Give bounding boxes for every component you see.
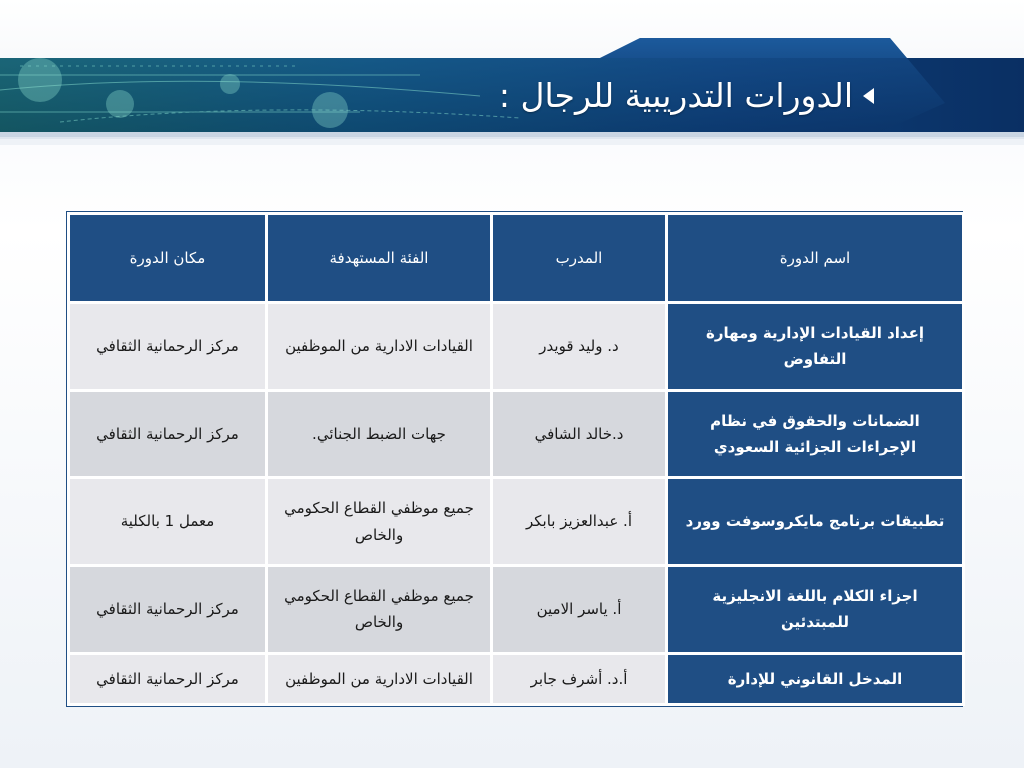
location-cell: مركز الرحمانية الثقافي — [69, 653, 267, 704]
triangle-bullet-icon — [863, 88, 874, 104]
audience-cell: جميع موظفي القطاع الحكومي والخاص — [267, 478, 492, 566]
trainer-cell: د.خالد الشافي — [492, 390, 667, 478]
location-cell: مركز الرحمانية الثقافي — [69, 565, 267, 653]
course-name-cell: الضمانات والحقوق في نظام الإجراءات الجزائية السعودي — [667, 390, 964, 478]
course-name-cell: إعداد القيادات الإدارية ومهارة التفاوض — [667, 303, 964, 391]
courses-table — [66, 211, 963, 707]
audience-cell: القيادات الادارية من الموظفين — [267, 653, 492, 704]
trainer-cell: د. وليد قويدر — [492, 303, 667, 391]
audience-cell: القيادات الادارية من الموظفين — [267, 303, 492, 391]
slide-title — [499, 76, 874, 115]
header-location: مكان الدورة — [69, 214, 267, 303]
trainer-cell: أ. ياسر الامين — [492, 565, 667, 653]
header-banner — [0, 0, 1024, 145]
table-row — [69, 653, 964, 704]
table-header-row — [69, 214, 964, 303]
header-target-audience: الفئة المستهدفة — [267, 214, 492, 303]
header-trainer: المدرب — [492, 214, 667, 303]
trainer-cell: أ.د. أشرف جابر — [492, 653, 667, 704]
audience-cell: جهات الضبط الجنائي. — [267, 390, 492, 478]
header-course-name: اسم الدورة — [667, 214, 964, 303]
location-cell: مركز الرحمانية الثقافي — [69, 390, 267, 478]
location-cell: معمل 1 بالكلية — [69, 478, 267, 566]
location-cell: مركز الرحمانية الثقافي — [69, 303, 267, 391]
slide-title-text: الدورات التدريبية للرجال : — [498, 76, 853, 115]
table-row — [69, 478, 964, 566]
table-row — [69, 565, 964, 653]
table-row — [69, 390, 964, 478]
table-row — [69, 303, 964, 391]
course-name-cell: المدخل القانوني للإدارة — [667, 653, 964, 704]
course-name-cell: اجزاء الكلام باللغة الانجليزية للمبتدئين — [667, 565, 964, 653]
course-name-cell: تطبيقات برنامج مايكروسوفت وورد — [667, 478, 964, 566]
audience-cell: جميع موظفي القطاع الحكومي والخاص — [267, 565, 492, 653]
trainer-cell: أ. عبدالعزيز بابكر — [492, 478, 667, 566]
